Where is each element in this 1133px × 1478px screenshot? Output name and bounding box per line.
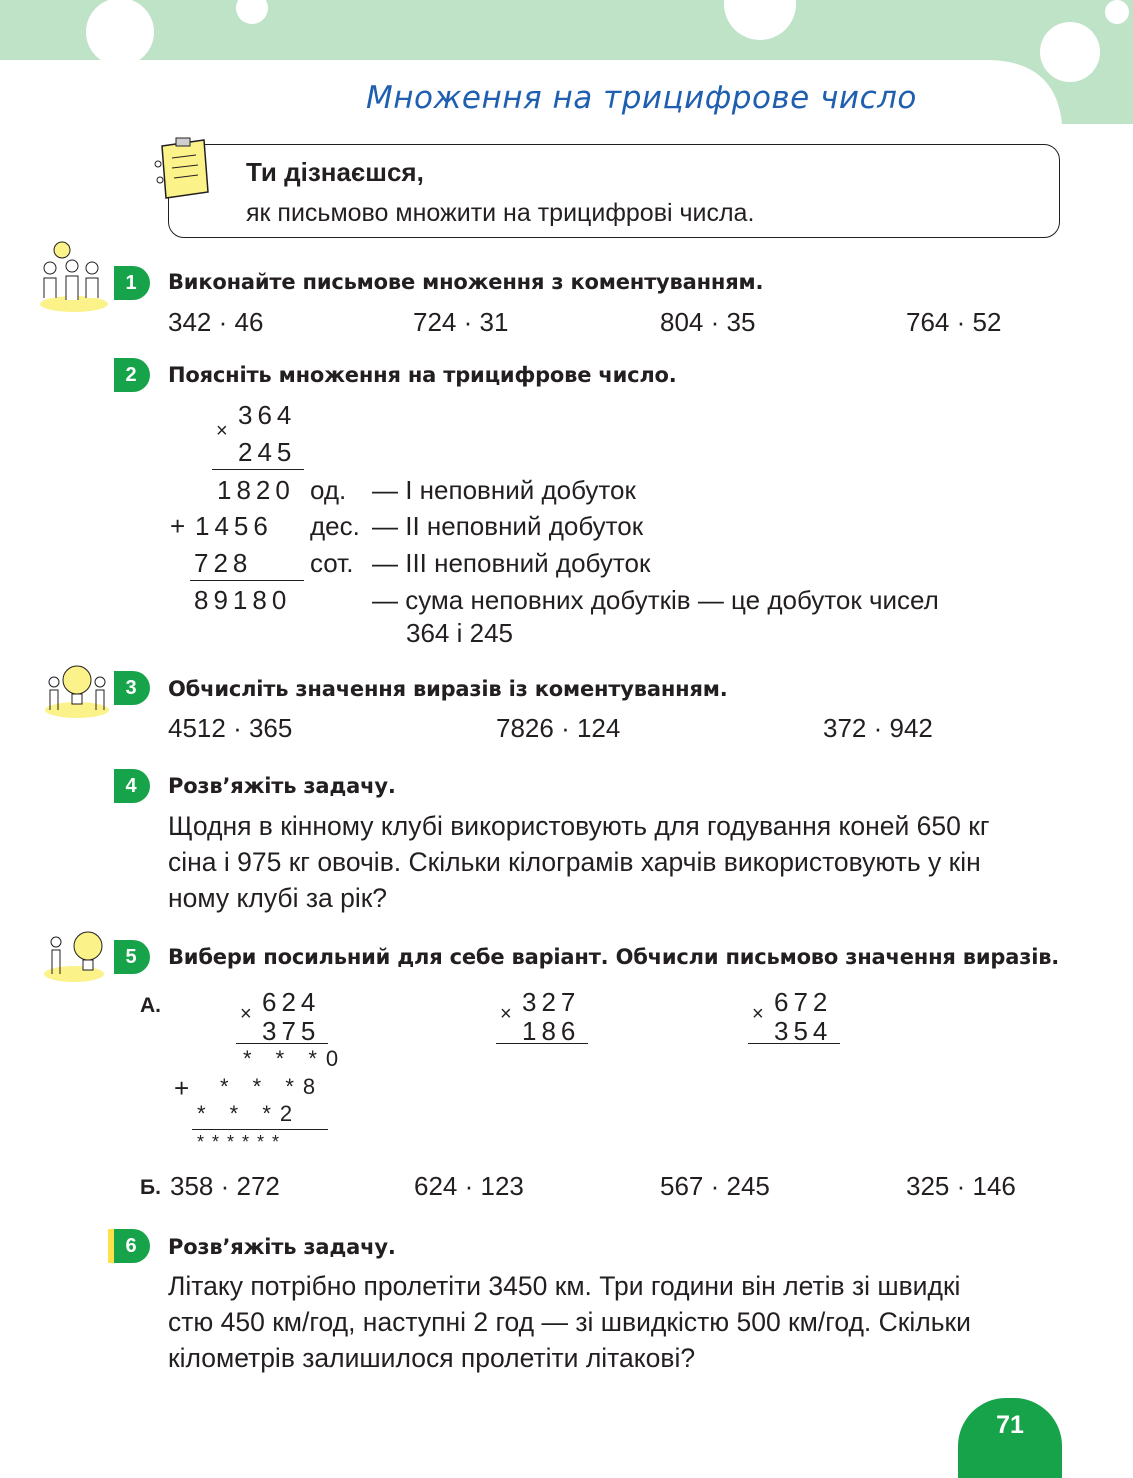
task-4-text <box>168 808 1078 916</box>
task-1-expr-1: 342 · 46 <box>168 307 264 337</box>
variant-b-expr-2: 624 · 123 <box>414 1171 524 1201</box>
task-4-badge: 4 <box>114 769 150 803</box>
task-4-line-1: Щодня в кінному клубі використовують для годування коней 650 кг <box>168 811 990 841</box>
variant-a-result: ****** <box>197 1132 288 1152</box>
lightbulb-idea-icon <box>40 928 112 984</box>
note-paper-icon <box>148 136 212 206</box>
task-4-title: Розв’яжіть задачу. <box>168 774 396 798</box>
variant-a-3-times: × <box>752 1003 764 1025</box>
task-3-expr-3: 372 · 942 <box>823 713 933 743</box>
task-6-line-3: кілометрів залишилося пролетіти літакові? <box>168 1343 696 1373</box>
partial-1: 1820 <box>217 475 295 505</box>
task-3-expr-1: 4512 · 365 <box>168 713 293 743</box>
variant-a-2-top: 327 <box>522 987 581 1017</box>
task-6-title: Розв’яжіть задачу. <box>168 1235 396 1259</box>
team-idea-icon <box>36 238 112 314</box>
variant-a-3-top: 672 <box>774 987 833 1017</box>
task-2-badge: 2 <box>114 358 150 392</box>
partial-2: 1456 <box>195 511 273 541</box>
task-3-title: Обчисліть значення виразів із коментуванням. <box>168 677 728 701</box>
task-5-title: Вибери посильний для себе варіант. Обчисли письмово значення виразів. <box>168 945 1060 969</box>
partial-2-unit: дес. <box>310 511 360 541</box>
product-result: 89180 <box>194 585 292 615</box>
plus-sign: + <box>170 511 186 541</box>
variant-a-3-bottom: 354 <box>774 1016 833 1046</box>
variant-a-label: А. <box>140 994 161 1017</box>
variant-a-1-rule-2 <box>192 1129 328 1130</box>
partial-3-unit: сот. <box>310 548 354 578</box>
partial-2-note: — ІІ неповний добуток <box>372 511 644 541</box>
task-1-expr-4: 764 · 52 <box>906 307 1002 337</box>
task-6-badge: 6 <box>108 1229 150 1263</box>
partial-3-note: — ІІІ неповний добуток <box>372 548 651 578</box>
task-1-badge: 1 <box>114 266 150 300</box>
variant-a-plus: + <box>174 1073 190 1103</box>
variant-a-partial-2: * * *8 <box>220 1074 325 1099</box>
task-6-line-1: Літаку потрібно пролетіти 3450 км. Три години він летів зі швидкі <box>168 1271 961 1301</box>
task-2-title: Поясніть множення на трицифрове число. <box>168 363 677 387</box>
variant-a-1-times: × <box>240 1003 252 1025</box>
lightbulb-people-icon <box>42 660 112 720</box>
variant-a-2-bottom: 186 <box>522 1016 581 1046</box>
task-4-line-3: ному клубі за рік? <box>168 883 388 913</box>
variant-b-label: Б. <box>140 1176 161 1199</box>
variant-a-1-rule-1 <box>236 1043 328 1044</box>
variant-b-expr-3: 567 · 245 <box>660 1171 770 1201</box>
result-note-2: 364 і 245 <box>406 618 513 648</box>
task-6-text <box>168 1268 1078 1376</box>
variant-a-1-bottom: 375 <box>262 1016 321 1046</box>
variant-a-1-top: 624 <box>262 987 321 1017</box>
task-6-line-2: стю 450 км/год, наступні 2 год — зі швидкістю 500 км/год. Скільки <box>168 1307 971 1337</box>
task-3-expr-2: 7826 · 124 <box>496 713 621 743</box>
task-5-badge: 5 <box>114 940 150 974</box>
page-title: Множення на трицифрове число <box>366 80 917 116</box>
variant-b-expr-1: 358 · 272 <box>170 1171 280 1201</box>
task-3-badge: 3 <box>114 671 150 705</box>
partial-1-unit: од. <box>310 475 347 505</box>
task-1-expr-3: 804 · 35 <box>660 307 756 337</box>
multiplier: 245 <box>238 437 297 467</box>
page-number: 71 <box>958 1398 1062 1478</box>
variant-a-3-rule <box>748 1043 840 1044</box>
multiplicand: 364 <box>238 400 297 430</box>
variant-a-2-times: × <box>500 1003 512 1025</box>
variant-a-2-rule <box>496 1043 588 1044</box>
variant-a-partial-1: * * *0 <box>243 1046 348 1071</box>
task-1-title: Виконайте письмове множення з коментуванням. <box>168 270 764 294</box>
result-note-1: — сума неповних добутків — це добуток чисел <box>372 585 939 615</box>
task-1-expr-2: 724 · 31 <box>413 307 509 337</box>
partial-3: 728 <box>194 548 253 578</box>
rule-1 <box>212 469 304 470</box>
partial-1-note: — І неповний добуток <box>372 475 636 505</box>
variant-a-partial-3: * * *2 <box>197 1101 302 1126</box>
variant-b-expr-4: 325 · 146 <box>906 1171 1016 1201</box>
task-4-line-2: сіна і 975 кг овочів. Скільки кілограмів харчів використовують у кін <box>168 847 981 877</box>
info-text: як письмово множити на трицифрові числа. <box>246 199 755 227</box>
info-heading: Ти дізнаєшся, <box>246 157 424 187</box>
multiply-sign: × <box>216 420 228 442</box>
rule-2 <box>190 580 304 581</box>
